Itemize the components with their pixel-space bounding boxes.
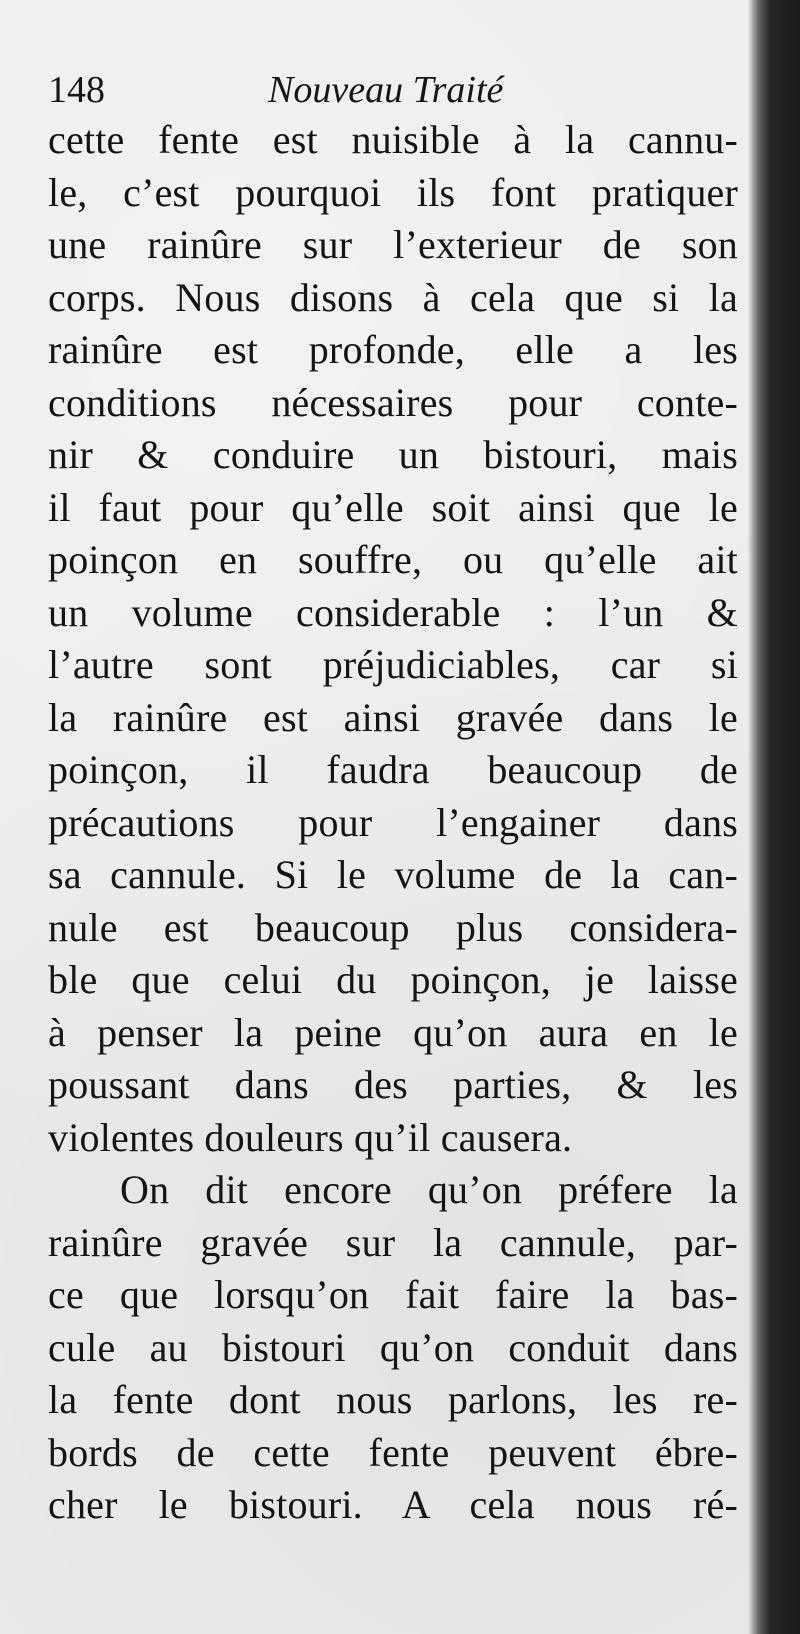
text-line: le, c’est pourquoi ils font pratiquer — [48, 169, 738, 215]
text-line: ble que celui du poinçon, je laisse — [48, 957, 738, 1002]
text-line: nule est beaucoup plus considera- — [48, 904, 738, 950]
text-line: bords de cette fente peuvent ébre- — [48, 1429, 738, 1475]
text-line: cher le bistouri. A cela nous ré- — [48, 1482, 738, 1527]
text-line: rainûre est profonde, elle a les — [48, 327, 738, 372]
text-line: poinçon en souffre, ou qu’elle ait — [48, 537, 738, 582]
text-line: On dit encore qu’on préfere la — [120, 1167, 738, 1212]
body-text — [48, 114, 738, 1532]
text-line: précautions pour l’engainer dans — [48, 799, 738, 845]
text-line: sa cannule. Si le volume de la can- — [48, 852, 738, 897]
text-line: conditions nécessaires pour conte- — [48, 379, 738, 425]
text-line: un volume considerable : l’un & — [48, 589, 738, 635]
text-line: poussant dans des parties, & les — [48, 1062, 738, 1107]
page-header — [48, 66, 748, 118]
text-line: rainûre gravée sur la cannule, par- — [48, 1219, 738, 1265]
text-line: violentes douleurs qu’il causera. — [48, 1114, 573, 1160]
text-line: ce que lorsqu’on fait faire la bas- — [48, 1272, 738, 1317]
text-line: l’autre sont préjudiciables, car si — [48, 642, 738, 687]
text-line: nir & conduire un bistouri, mais — [48, 432, 738, 477]
page-number: 148 — [48, 69, 105, 111]
text-line: la rainûre est ainsi gravée dans le — [48, 694, 738, 740]
text-line: la fente dont nous parlons, les re- — [48, 1377, 738, 1422]
text-line: corps. Nous disons à cela que si la — [48, 274, 738, 320]
book-binding-shadow — [748, 0, 800, 1634]
text-line: une rainûre sur l’exterieur de son — [48, 222, 738, 267]
text-line: cette fente est nuisible à la cannu- — [48, 117, 738, 162]
text-line: poinçon, il faudra beaucoup de — [48, 747, 738, 792]
text-line: cule au bistouri qu’on conduit dans — [48, 1324, 738, 1370]
running-title: Nouveau Traité — [268, 69, 504, 111]
text-line: il faut pour qu’elle soit ainsi que le — [48, 484, 738, 530]
text-line: à penser la peine qu’on aura en le — [48, 1009, 738, 1055]
